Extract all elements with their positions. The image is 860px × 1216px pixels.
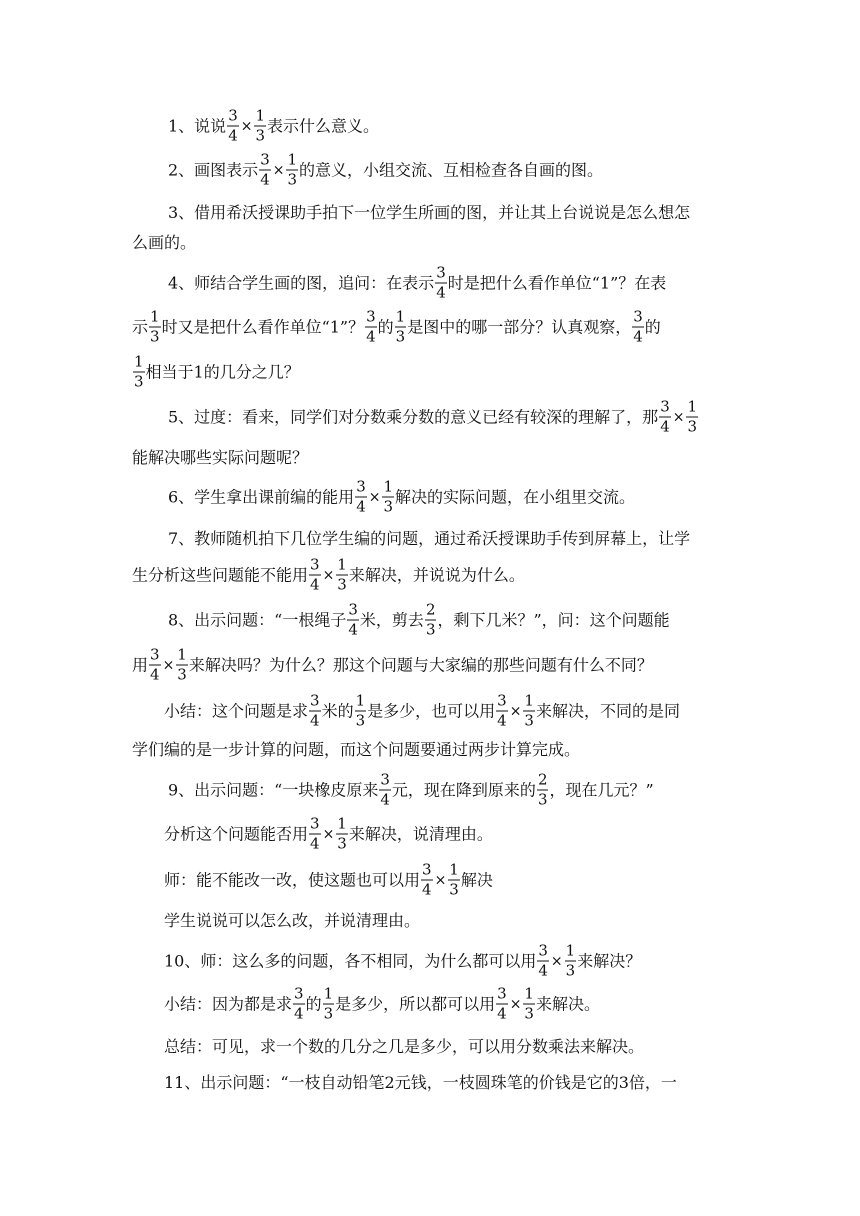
text-run: 10、师：这么多的问题，各不相同，为什么都可以用 (164, 951, 537, 970)
text-run: 是多少，所以都可以用 (335, 994, 496, 1013)
fraction-denominator: 4 (366, 327, 376, 346)
fraction-numerator: 1 (524, 691, 534, 710)
fraction (523, 691, 535, 730)
multiply-sign: × (672, 409, 685, 425)
text-run: 的 (305, 994, 322, 1013)
multiply-sign: × (550, 953, 563, 969)
fraction (448, 860, 460, 899)
multiply-sign: × (322, 567, 335, 583)
text-run: 生分析这些问题能不能用 (132, 565, 309, 584)
fraction-numerator: 1 (524, 984, 534, 1003)
fraction-denominator: 4 (294, 1004, 304, 1023)
fraction (336, 814, 348, 853)
fraction-denominator: 4 (538, 961, 548, 980)
fraction (496, 691, 508, 730)
fraction-numerator: 1 (355, 691, 366, 710)
fraction-denominator: 3 (395, 327, 406, 346)
text-run: 时又是把什么看作单位“1”？ (161, 317, 365, 336)
fraction-numerator: 1 (177, 645, 187, 664)
fraction-denominator: 3 (177, 665, 187, 684)
fraction-numerator: 1 (383, 477, 394, 496)
fraction (632, 307, 644, 346)
fraction-numerator: 1 (337, 814, 347, 833)
fraction-denominator: 4 (348, 620, 358, 639)
fraction-denominator: 3 (524, 711, 534, 730)
fraction-numerator: 3 (633, 307, 643, 326)
fraction-denominator: 3 (524, 1004, 534, 1023)
text-run: 2、画图表示 (168, 160, 259, 179)
text-run: 示 (132, 317, 149, 336)
multiply-sign: × (272, 162, 285, 178)
fraction-numerator: 3 (497, 691, 507, 710)
fraction-denominator: 3 (323, 1004, 334, 1023)
fraction-numerator: 1 (687, 397, 698, 416)
fraction-numerator: 3 (356, 477, 366, 496)
fraction-denominator: 4 (497, 1004, 507, 1023)
text-run: 4、师结合学生画的图，追问：在表示 (168, 273, 435, 292)
fraction (293, 984, 305, 1023)
fraction-numerator: 1 (134, 352, 144, 371)
text-run: 米，剪去 (359, 610, 424, 629)
multiply-sign: × (162, 657, 175, 673)
text-run: 来解决，并说说为什么。 (348, 565, 525, 584)
text-run: 解决的实际问题，在小组里交流。 (395, 487, 636, 506)
fraction (395, 307, 407, 346)
fraction-numerator: 1 (449, 860, 459, 879)
fraction (355, 691, 367, 730)
fraction-denominator: 3 (565, 961, 576, 980)
text-run: 米的 (321, 701, 354, 720)
fraction-numerator: 3 (260, 150, 270, 169)
text-run: 来解决，说清理由。 (348, 824, 493, 843)
multiply-sign: × (322, 826, 335, 842)
fraction-numerator: 2 (537, 770, 548, 789)
text-run: 解决 (460, 870, 493, 889)
fraction-numerator: 3 (310, 814, 320, 833)
fraction-numerator: 3 (310, 555, 320, 574)
text-run: 元，现在降到原来的 (391, 780, 536, 799)
text-run: 用 (132, 655, 149, 674)
text-run: 8、出示问题：“一根绳子 (168, 610, 347, 629)
text-run: 相当于1的几分之几？ (145, 362, 300, 381)
fraction-numerator: 3 (538, 941, 548, 960)
text-run: 时是把什么看作单位“1”？在表 (447, 273, 667, 292)
fraction (537, 770, 549, 809)
text-run: 的 (377, 317, 394, 336)
multiply-sign: × (434, 872, 447, 888)
fraction-numerator: 3 (294, 984, 304, 1003)
fraction (149, 307, 161, 346)
fraction-denominator: 3 (337, 834, 347, 853)
fraction-denominator: 4 (436, 283, 446, 302)
fraction (336, 555, 348, 594)
fraction (149, 645, 161, 684)
multiply-sign: × (509, 996, 522, 1012)
text-run: 来解决吗？为什么？那这个问题与大家编的那些问题有什么不同？ (188, 655, 653, 674)
text-run: 的 (644, 317, 661, 336)
fraction-numerator: 3 (660, 397, 670, 416)
fraction (323, 984, 335, 1023)
fraction-denominator: 4 (310, 834, 320, 853)
fraction-numerator: 3 (380, 770, 390, 789)
text-run: 表示什么意义。 (267, 116, 380, 135)
text-run: 来解决。 (535, 994, 600, 1013)
fraction-denominator: 3 (287, 170, 298, 189)
text-run: 学们编的是一步计算的问题，而这个问题要通过两步计算完成。 (132, 740, 581, 759)
fraction-denominator: 4 (150, 665, 160, 684)
text-run: 是图中的哪一部分？认真观察， (407, 317, 632, 336)
fraction-denominator: 4 (422, 880, 432, 899)
fraction (365, 307, 377, 346)
fraction-denominator: 4 (228, 126, 238, 145)
fraction-denominator: 4 (633, 327, 643, 346)
fraction-denominator: 3 (537, 790, 548, 809)
fraction-denominator: 4 (260, 170, 270, 189)
fraction-denominator: 3 (449, 880, 459, 899)
fraction-numerator: 1 (337, 555, 347, 574)
fraction-numerator: 2 (425, 600, 436, 619)
fraction (133, 352, 145, 391)
fraction (347, 600, 359, 639)
fraction-numerator: 1 (150, 307, 160, 326)
fraction-numerator: 3 (497, 984, 507, 1003)
fraction-numerator: 3 (348, 600, 358, 619)
fraction-numerator: 3 (422, 860, 432, 879)
fraction-numerator: 3 (436, 263, 446, 282)
fraction (254, 106, 266, 145)
fraction (523, 984, 535, 1023)
fraction (227, 106, 239, 145)
fraction (355, 477, 367, 516)
fraction-denominator: 3 (383, 497, 394, 516)
fraction (659, 397, 671, 436)
text-run: 9、出示问题：“一块橡皮原来 (168, 780, 379, 799)
text-run: 来解决？ (577, 951, 642, 970)
text-run: 么画的。 (132, 233, 197, 252)
fraction (309, 555, 321, 594)
text-run: 分析这个问题能否用 (164, 824, 309, 843)
fraction (496, 984, 508, 1023)
fraction (176, 645, 188, 684)
fraction-numerator: 1 (255, 106, 266, 125)
fraction-denominator: 3 (355, 711, 366, 730)
text-run: 小结：因为都是求 (164, 994, 293, 1013)
fraction (286, 150, 298, 189)
fraction-numerator: 3 (310, 691, 320, 710)
fraction-denominator: 4 (310, 711, 320, 730)
text-run: 来解决，不同的是同 (535, 701, 680, 720)
fraction-denominator: 4 (310, 575, 320, 594)
fraction (435, 263, 447, 302)
fraction-denominator: 3 (255, 126, 266, 145)
fraction (309, 814, 321, 853)
text-run: 5、过度：看来，同学们对分数乘分数的意义已经有较深的理解了，那 (168, 407, 659, 426)
fraction (309, 691, 321, 730)
text-run: 小结：这个问题是求 (164, 701, 309, 720)
fraction-denominator: 3 (337, 575, 347, 594)
text-run: 师：能不能改一改，使这题也可以用 (164, 870, 421, 889)
fraction-denominator: 3 (150, 327, 160, 346)
fraction (565, 941, 577, 980)
text-run: 11、出示问题：“一枝自动铅笔2元钱，一枝圆珠笔的价钱是它的3倍，一 (164, 1073, 677, 1092)
text-run: 学生说说可以怎么改，并说清理由。 (164, 911, 421, 930)
text-run: 6、学生拿出课前编的能用 (168, 487, 355, 506)
fraction-denominator: 3 (687, 417, 698, 436)
fraction-denominator: 3 (134, 372, 144, 391)
fraction-denominator: 4 (356, 497, 366, 516)
fraction (259, 150, 271, 189)
fraction-numerator: 3 (150, 645, 160, 664)
text-run: ，剩下几米？”，问：这个问题能 (437, 610, 670, 629)
fraction-numerator: 1 (395, 307, 406, 326)
text-run: 7、教师随机拍下几位学生编的问题，通过希沃授课助手传到屏幕上，让学 (168, 529, 691, 548)
fraction (425, 600, 437, 639)
text-run: 1、说说 (168, 116, 227, 135)
text-run: 总结：可见，求一个数的几分之几是多少，可以用分数乘法来解决。 (164, 1037, 645, 1056)
multiply-sign: × (509, 703, 522, 719)
text-run: 能解决哪些实际问题呢？ (132, 448, 309, 467)
fraction (379, 770, 391, 809)
fraction (421, 860, 433, 899)
multiply-sign: × (240, 118, 253, 134)
multiply-sign: × (368, 489, 381, 505)
fraction-numerator: 1 (287, 150, 298, 169)
fraction-numerator: 3 (366, 307, 376, 326)
fraction-numerator: 1 (323, 984, 334, 1003)
fraction (686, 397, 698, 436)
fraction (537, 941, 549, 980)
fraction-denominator: 4 (380, 790, 390, 809)
text-run: 3、借用希沃授课助手拍下一位学生所画的图，并让其上台说说是怎么想怎 (168, 203, 691, 222)
text-run: 是多少，也可以用 (367, 701, 496, 720)
text-run: 的意义，小组交流、互相检查各自画的图。 (299, 160, 604, 179)
fraction-denominator: 4 (660, 417, 670, 436)
text-run: ，现在几元？” (549, 780, 654, 799)
fraction-denominator: 3 (425, 620, 436, 639)
fraction-denominator: 4 (497, 711, 507, 730)
fraction-numerator: 1 (565, 941, 576, 960)
fraction (382, 477, 394, 516)
fraction-numerator: 3 (228, 106, 238, 125)
